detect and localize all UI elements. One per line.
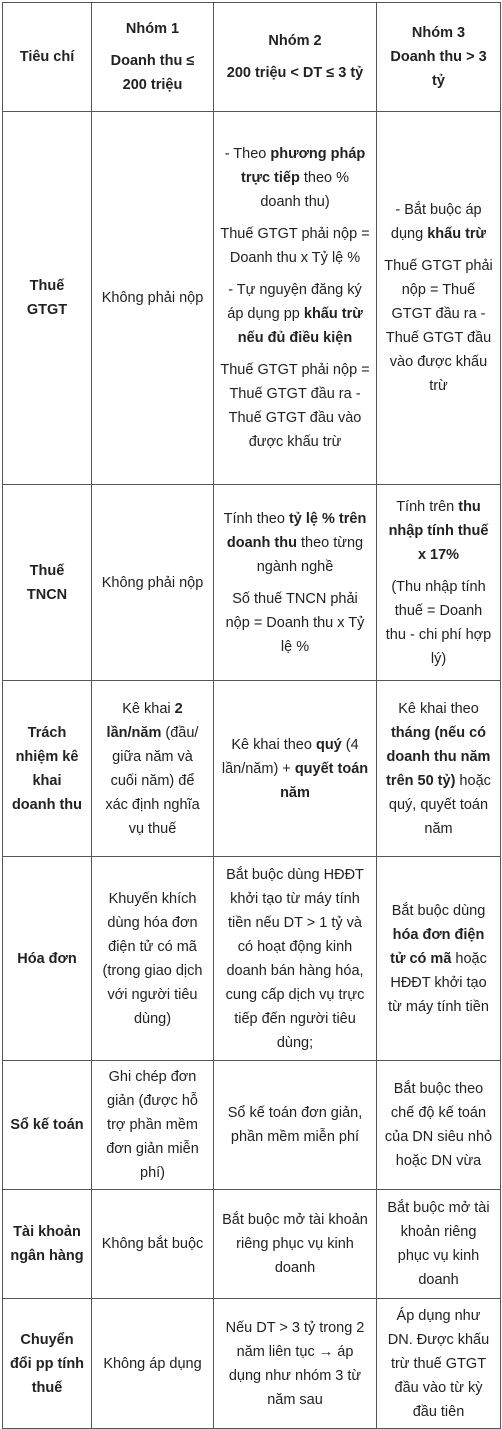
switch-group-1: Không áp dụng: [92, 1299, 214, 1429]
switch-group-3: Áp dụng như DN. Được khấu trừ thuế GTGT đầu vào từ kỳ đầu tiên: [377, 1299, 501, 1429]
invoice-group-2: Bắt buộc dùng HĐĐT khởi tạo từ máy tính tiền nếu DT > 1 tỷ và có hoạt động kinh doanh bán hàng hóa, cung cấp dịch vụ trực tiếp đến người tiêu dùng;: [214, 857, 377, 1061]
pit-group-2: Tính theo tỷ lệ % trên doanh thu theo từng ngành nghề Số thuế TNCN phải nộp = Doanh thu x Tỷ lệ %: [214, 485, 377, 681]
group-2-title: Nhóm 2: [268, 33, 322, 49]
books-group-3: Bắt buộc theo chế độ kế toán của DN siêu nhỏ hoặc DN vừa: [377, 1061, 501, 1190]
group-2-condition: 200 triệu < DT ≤ 3 tỷ: [226, 65, 364, 81]
declaration-group-1: Kê khai 2 lần/năm (đầu/ giữa năm và cuối năm) để xác định nghĩa vụ thuế: [92, 681, 214, 857]
books-group-1: Ghi chép đơn giản (được hỗ trợ phần mềm đơn giản miễn phí): [92, 1061, 214, 1190]
table-row: [3, 1299, 501, 1429]
declaration-group-2: Kê khai theo quý (4 lần/năm) + quyết toán năm: [214, 681, 377, 857]
criteria-bank: Tài khoản ngân hàng: [3, 1190, 92, 1299]
vat-group-2: - Theo phương pháp trực tiếp theo % doanh thu) Thuế GTGT phải nộp = Doanh thu x Tỷ lệ % - Tự nguyện đăng ký áp dụng pp khấu trừ nếu đủ điều kiện Thuế GTGT phải nộp = Thuế GTGT đầu ra - Thuế GTGT đầu vào được khấu trừ: [214, 112, 377, 485]
header-row: [3, 3, 501, 112]
vat-group-3: - Bắt buộc áp dụng khấu trừ Thuế GTGT phải nộp = Thuế GTGT đầu ra - Thuế GTGT đầu vào được khấu trừ: [377, 112, 501, 485]
group-3-title: Nhóm 3: [411, 25, 466, 41]
switch-group-2: Nếu DT > 3 tỷ trong 2 năm liên tục → áp dụng như nhóm 3 từ năm sau: [214, 1299, 377, 1429]
criteria-pit: Thuế TNCN: [3, 485, 92, 681]
table-row: [3, 681, 501, 857]
table-row: [3, 857, 501, 1061]
table-row: [3, 1061, 501, 1190]
declaration-group-3: Kê khai theo tháng (nếu có doanh thu năm trên 50 tỷ) hoặc quý, quyết toán năm: [377, 681, 501, 857]
header-criteria: Tiêu chí: [3, 3, 92, 112]
bank-group-2: Bắt buộc mở tài khoản riêng phục vụ kinh doanh: [214, 1190, 377, 1299]
criteria-books: Sổ kế toán: [3, 1061, 92, 1190]
group-3-condition: Doanh thu > 3 tỷ: [390, 49, 487, 89]
criteria-vat: Thuế GTGT: [3, 112, 92, 485]
header-group-2: [214, 3, 377, 112]
books-group-2: Sổ kế toán đơn giản, phần mềm miễn phí: [214, 1061, 377, 1190]
tax-comparison-table: [2, 2, 501, 1429]
table-row: [3, 1190, 501, 1299]
bank-group-1: Không bắt buộc: [92, 1190, 214, 1299]
criteria-switch: Chuyển đổi pp tính thuế: [3, 1299, 92, 1429]
criteria-declaration: Trách nhiệm kê khai doanh thu: [3, 681, 92, 857]
criteria-invoice: Hóa đơn: [3, 857, 92, 1061]
table-row: [3, 485, 501, 681]
table-row: [3, 112, 501, 485]
group-1-condition: Doanh thu ≤ 200 triệu: [110, 53, 195, 93]
invoice-group-3: Bắt buộc dùng hóa đơn điện tử có mã hoặc HĐĐT khởi tạo từ máy tính tiền: [377, 857, 501, 1061]
invoice-group-1: Khuyến khích dùng hóa đơn điện tử có mã (trong giao dịch với người tiêu dùng): [92, 857, 214, 1061]
group-1-title: Nhóm 1: [125, 21, 180, 37]
header-group-3: [377, 3, 501, 112]
bank-group-3: Bắt buộc mở tài khoản riêng phục vụ kinh doanh: [377, 1190, 501, 1299]
vat-group-1: Không phải nộp: [92, 112, 214, 485]
pit-group-1: Không phải nộp: [92, 485, 214, 681]
header-group-1: [92, 3, 214, 112]
pit-group-3: Tính trên thu nhập tính thuế x 17% (Thu nhập tính thuế = Doanh thu - chi phí hợp lý): [377, 485, 501, 681]
